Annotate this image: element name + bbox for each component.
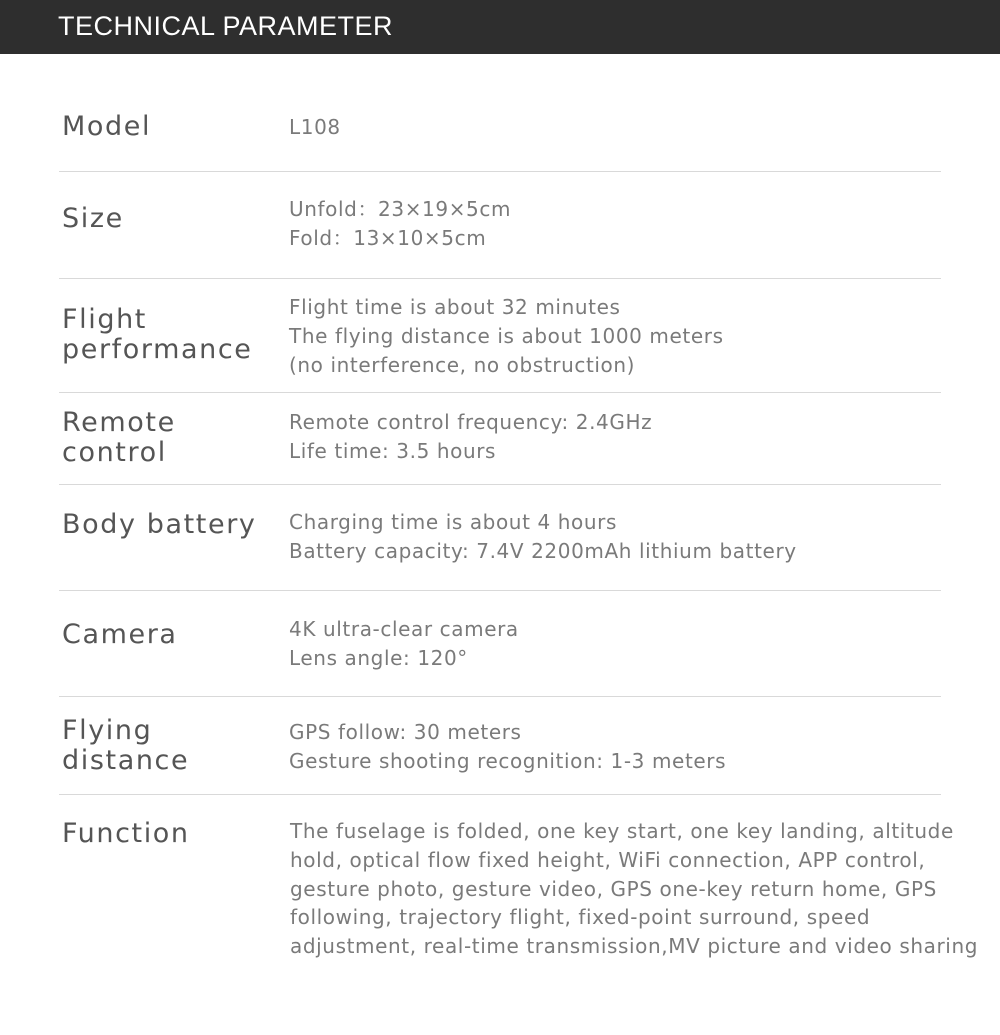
spec-value-line: GPS follow: 30 meters bbox=[289, 720, 522, 744]
spec-label: Flight performance bbox=[62, 304, 253, 365]
spec-value-line: Charging time is about 4 hours bbox=[289, 510, 617, 534]
spec-value-line: Life time: 3.5 hours bbox=[289, 438, 497, 463]
spec-value-paragraph: The fuselage is folded, one key start, one key landing, altitude hold, optical flow fixed height, WiFi connection, APP control, gesture photo, gesture video, GPS one-key return home, GPS following, trajectory flight, fixed-point surround, speed adjustment, real-time transmission,MV picture and video sharing bbox=[290, 819, 979, 959]
spec-value bbox=[289, 113, 979, 142]
spec-label: Function bbox=[62, 818, 190, 849]
spec-value bbox=[289, 615, 979, 673]
row-divider bbox=[59, 484, 941, 485]
spec-value bbox=[289, 293, 979, 379]
spec-value-line: Battery capacity: 7.4V 2200mAh lithium battery bbox=[289, 538, 797, 563]
spec-label: Body battery bbox=[62, 509, 257, 540]
spec-value-line: Lens angle: 120° bbox=[289, 645, 468, 670]
spec-value-line: Remote control frequency: 2.4GHz bbox=[289, 410, 653, 434]
row-divider bbox=[59, 794, 941, 795]
spec-label: Camera bbox=[62, 619, 178, 650]
spec-value-line: L108 bbox=[289, 115, 341, 139]
spec-value bbox=[289, 508, 979, 566]
row-divider bbox=[59, 171, 941, 172]
spec-value-line: Unfold：23×19×5cm bbox=[289, 197, 512, 221]
spec-value bbox=[289, 408, 979, 466]
spec-value-line: 4K ultra-clear camera bbox=[289, 617, 519, 641]
row-divider bbox=[59, 278, 941, 279]
row-divider bbox=[59, 590, 941, 591]
header-bar bbox=[0, 0, 1000, 54]
spec-value bbox=[289, 195, 979, 253]
spec-label: Size bbox=[62, 203, 124, 234]
spec-value-line: The flying distance is about 1000 meters bbox=[289, 323, 724, 348]
row-divider bbox=[59, 696, 941, 697]
page-title: TECHNICAL PARAMETER bbox=[58, 11, 394, 41]
spec-value bbox=[289, 718, 979, 776]
spec-label: Model bbox=[62, 111, 152, 142]
row-divider bbox=[59, 392, 941, 393]
spec-value-line: Fold：13×10×5cm bbox=[289, 225, 487, 250]
spec-value-line: Gesture shooting recognition: 1-3 meters bbox=[289, 748, 727, 773]
spec-value bbox=[290, 817, 980, 961]
spec-label: Remote control bbox=[62, 407, 176, 468]
spec-value-line: Flight time is about 32 minutes bbox=[289, 295, 621, 319]
spec-label: Flying distance bbox=[62, 715, 190, 776]
spec-value-line: (no interference, no obstruction) bbox=[289, 352, 636, 377]
